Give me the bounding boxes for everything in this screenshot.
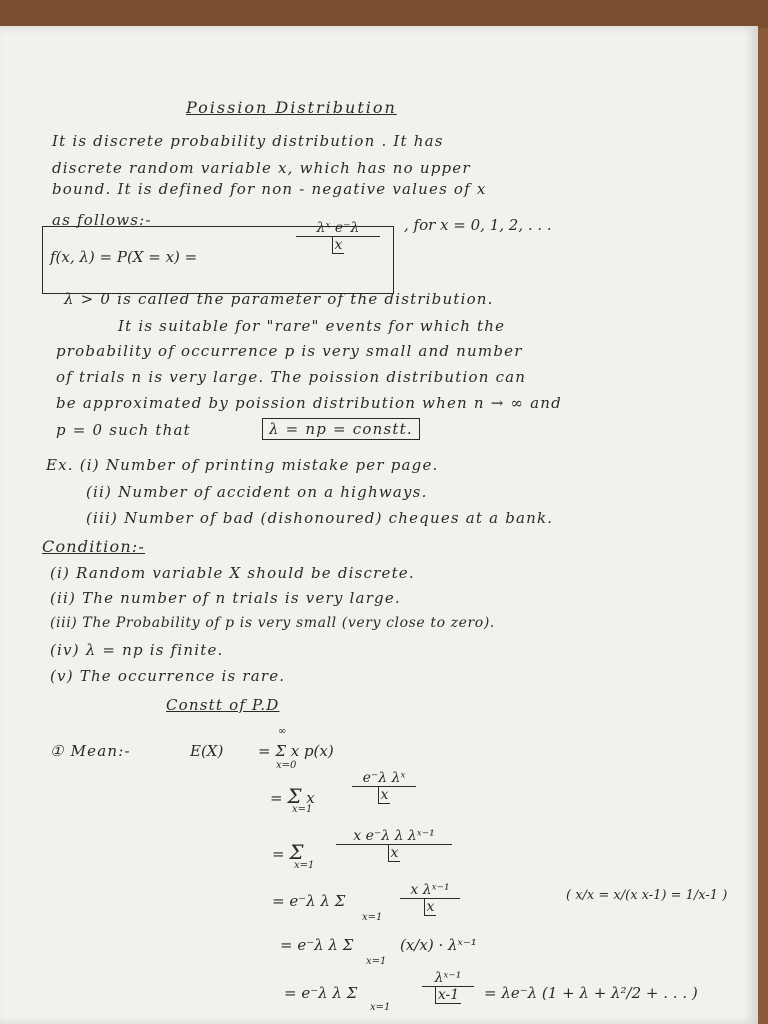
mean-step4-pre: = e⁻λ λ Σ (272, 892, 346, 910)
mean-label: ① Mean:- (50, 742, 131, 760)
mean-step2-den: x (378, 787, 391, 804)
mean-step3-den: x (388, 845, 401, 862)
mean-step1-lower: x=0 (276, 760, 297, 771)
condition-4: (iv) λ = np is finite. (50, 641, 224, 659)
mean-step2-num: e⁻λ λˣ (352, 770, 416, 787)
condition-5: (v) The occurrence is rare. (50, 667, 286, 685)
mean-step6-num: λˣ⁻¹ (422, 970, 474, 987)
desk-background (0, 0, 768, 28)
mean-step3-fraction (336, 828, 452, 861)
param-line-4: of trials n is very large. The poission distribution can (56, 368, 527, 386)
mean-step6-pre: = e⁻λ λ Σ (284, 984, 358, 1002)
mean-step2-sum: = Σ x (270, 784, 315, 808)
mean-step6-post: = λe⁻λ (1 + λ + λ²/2 + . . . ) (484, 984, 698, 1002)
mean-step4-lower: x=1 (362, 912, 383, 923)
pmf-fraction (296, 220, 380, 253)
mean-step2-fraction (352, 770, 416, 803)
mean-step4-fraction (400, 882, 460, 915)
mean-step5-mid: (x/x) · λˣ⁻¹ (400, 936, 477, 954)
intro-line-3: bound. It is defined for non - negative values of x (52, 180, 487, 198)
handwritten-page (0, 26, 758, 1024)
mean-step5-pre: = e⁻λ λ Σ (280, 936, 354, 954)
approx-line-text: p = 0 such that (56, 421, 191, 439)
mean-step1: = Σ x p(x) (258, 742, 334, 760)
mean-step2-lower: x=1 (292, 804, 313, 815)
example-1: Ex. (i) Number of printing mistake per page. (46, 456, 439, 474)
mean-side-note: ( x/x = x/(x x-1) = 1/x-1 ) (566, 888, 728, 903)
mean-step6-den: x-1 (435, 987, 461, 1004)
pmf-denominator: x (332, 237, 345, 254)
condition-1: (i) Random variable X should be discrete. (50, 564, 415, 582)
mean-step1-upper: ∞ (278, 726, 287, 737)
mean-lhs: E(X) (190, 742, 224, 760)
pmf-domain: , for x = 0, 1, 2, . . . (404, 216, 552, 234)
mean-step4-num: x λˣ⁻¹ (400, 882, 460, 899)
mean-step6-lower: x=1 (370, 1002, 391, 1013)
example-3: (iii) Number of bad (dishonoured) cheques at a bank. (86, 509, 554, 527)
mean-step6-fraction (422, 970, 474, 1003)
intro-line-4: as follows:- (52, 211, 152, 229)
page-title: Poission Distribution (186, 98, 397, 117)
condition-3: (iii) The Probability of p is very small (very close to zero). (50, 615, 495, 631)
mean-step5-lower: x=1 (366, 956, 387, 967)
example-2: (ii) Number of accident on a highways. (86, 483, 428, 501)
param-line-1: λ > 0 is called the parameter of the distribution. (64, 290, 494, 308)
mean-step3-sum: = Σ (272, 840, 304, 864)
mean-step4-den: x (424, 899, 437, 916)
intro-line-1: It is discrete probability distribution . It has (52, 132, 444, 150)
param-line-5: be approximated by poission distribution when n → ∞ and (56, 394, 562, 412)
condition-2: (ii) The number of n trials is very large. (50, 589, 401, 607)
pmf-lhs: f(x, λ) = P(X = x) = (50, 248, 198, 266)
pmf-numerator: λˣ e⁻λ (296, 220, 380, 237)
constt-heading: Constt of P.D (166, 696, 280, 714)
approx-boxed-formula: λ = np = constt. (262, 418, 420, 440)
mean-step3-num: x e⁻λ λ λˣ⁻¹ (336, 828, 452, 845)
param-line-3: probability of occurrence p is very small and number (56, 342, 523, 360)
condition-heading: Condition:- (42, 537, 146, 556)
intro-line-2: discrete random variable x, which has no upper (52, 159, 471, 177)
mean-step3-lower: x=1 (294, 860, 315, 871)
param-line-2: It is suitable for "rare" events for which the (118, 317, 506, 335)
